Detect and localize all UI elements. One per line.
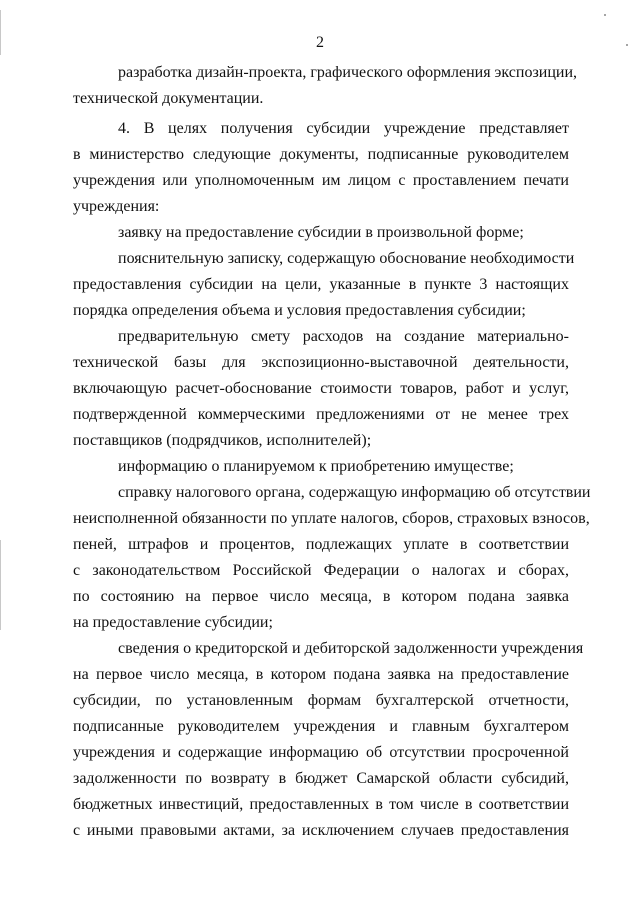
scan-edge-bottom (0, 540, 1, 630)
text-line: разработка дизайн-проекта, графического оформления экспозиции, (118, 64, 578, 81)
text-line: с законодательством Российской Федерации о налогах и сборах, (73, 562, 569, 579)
text-line: учреждения и содержащие информацию об отсутствии просроченной (73, 744, 569, 761)
text-line: технической документации. (73, 90, 264, 107)
text-line: на предоставление субсидии; (73, 614, 273, 631)
text-line: справку налогового органа, содержащую информацию об отсутствии (118, 484, 591, 501)
text-line: подписанные руководителем учреждения и главным бухгалтером (73, 718, 569, 735)
text-line: пеней, штрафов и процентов, подлежащих уплате в соответствии (73, 536, 569, 553)
text-line: на первое число месяца, в котором подана заявка на предоставление (73, 666, 569, 683)
text-line: предварительную смету расходов на создание материально- (118, 328, 569, 345)
text-line: сведения о кредиторской и дебиторской задолженности учреждения (118, 640, 584, 657)
text-line: информацию о планируемом к приобретению имуществе; (118, 458, 514, 475)
text-line: в министерство следующие документы, подписанные руководителем (73, 146, 569, 163)
text-line: с иными правовыми актами, за исключением случаев предоставления (73, 822, 569, 839)
text-line: учреждения: (73, 198, 160, 215)
text-line: поставщиков (подрядчиков, исполнителей); (73, 432, 372, 449)
text-line: включающую расчет-обоснование стоимости товаров, работ и услуг, (73, 380, 569, 397)
scan-dot (604, 14, 606, 16)
page-number: 2 (316, 34, 324, 51)
text-line: порядка определения объема и условия предоставления субсидии; (73, 302, 526, 319)
text-line: 4. В целях получения субсидии учреждение представляет (118, 120, 569, 137)
text-line: технической базы для экспозиционно-выставочной деятельности, (73, 354, 569, 371)
text-line: учреждения или уполномоченным им лицом с проставлением печати (73, 172, 569, 189)
text-line: подтвержденной коммерческими предложениями от не менее трех (73, 406, 569, 423)
text-line: предоставления субсидии на цели, указанные в пункте 3 настоящих (73, 276, 569, 293)
text-line: пояснительную записку, содержащую обоснование необходимости (118, 250, 575, 267)
text-line: субсидии, по установленным формам бухгалтерской отчетности, (73, 692, 569, 709)
text-line: задолженности по возврату в бюджет Самарской области субсидий, (73, 770, 569, 787)
text-line: бюджетных инвестиций, предоставленных в том числе в соответствии (73, 796, 569, 813)
text-line: по состоянию на первое число месяца, в котором подана заявка (73, 588, 569, 605)
text-line: неисполненной обязанности по уплате налогов, сборов, страховых взносов, (73, 510, 590, 527)
document-body (73, 60, 591, 844)
text-line: заявку на предоставление субсидии в произвольной форме; (118, 224, 524, 241)
